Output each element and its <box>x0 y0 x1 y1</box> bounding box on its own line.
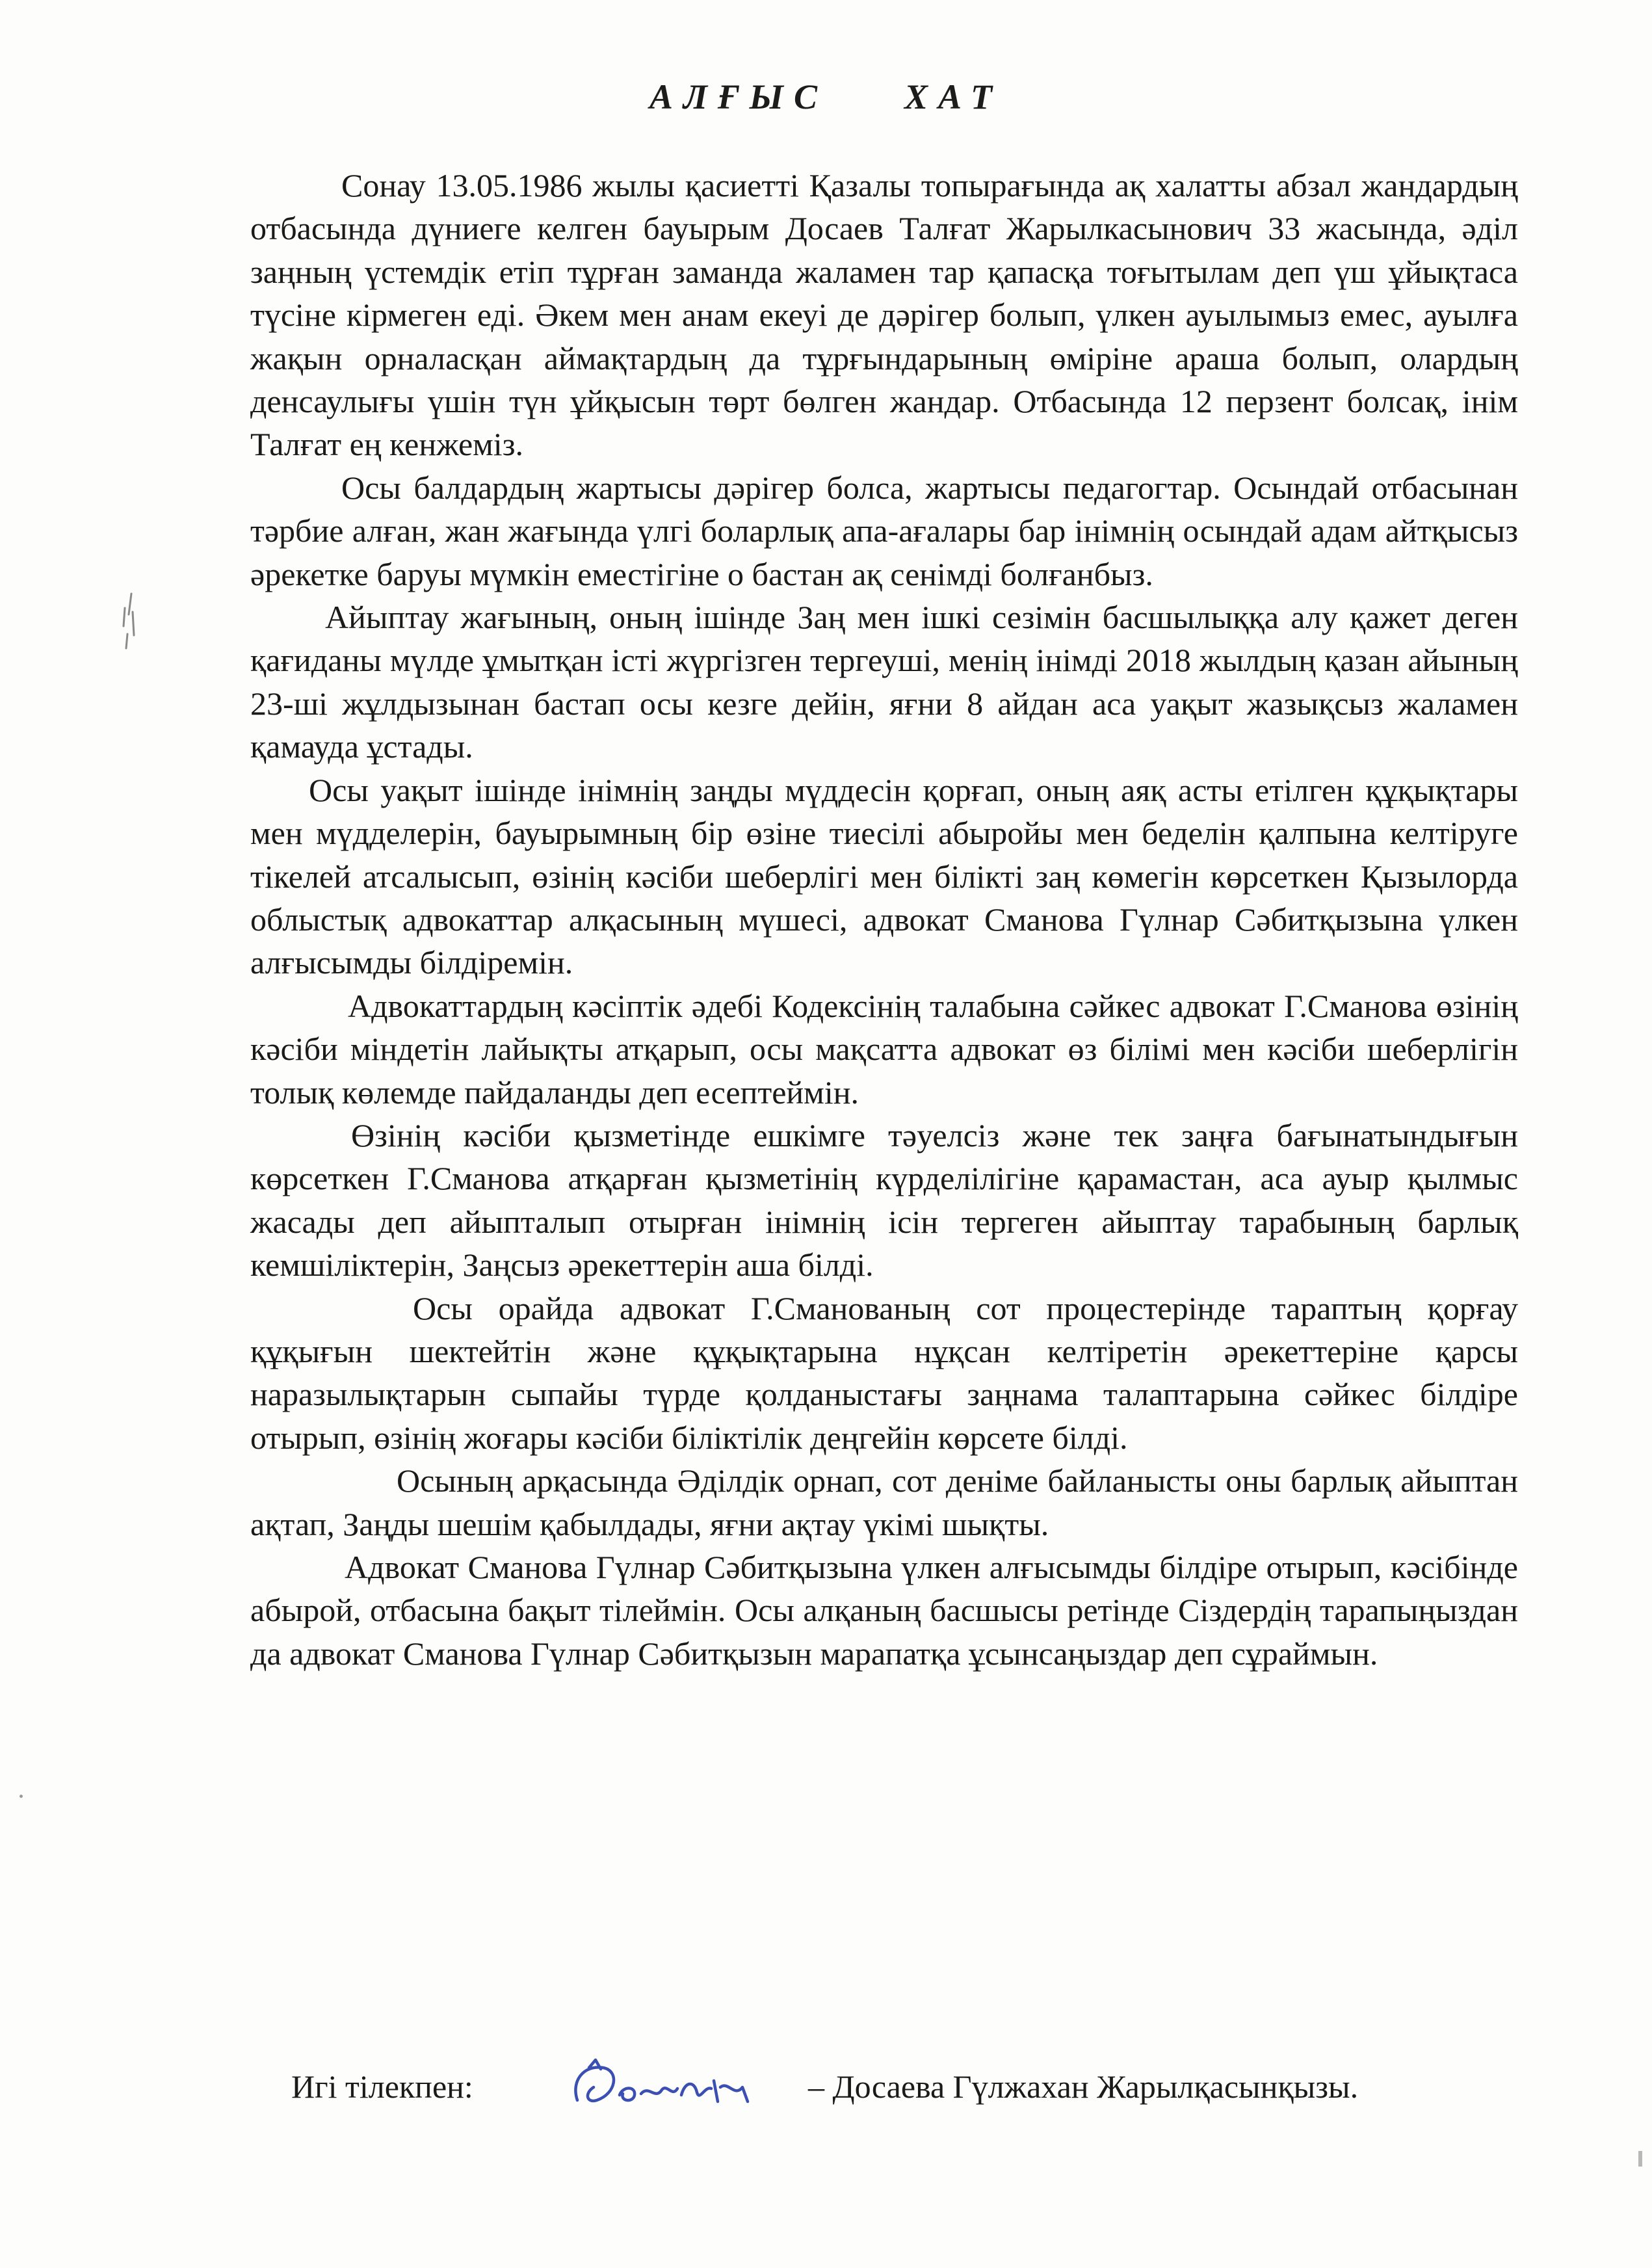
signer-name: – Досаева Гүлжахан Жарылқасынқызы. <box>808 2068 1359 2105</box>
paragraph-7: Осы орайда адвокат Г.Сманованың сот процестерінде тараптың қорғау құқығын шектейтін және құқықтарына нұқсан келтіретін әрекеттеріне қарсы наразылықтарын сыпайы түрде қолданыстағы заңнама талаптарына сәйкес білдіре отырып, өзінің жоғары кәсіби біліктілік деңгейін көрсете білді. <box>250 1289 1518 1456</box>
paragraph-2: Осы балдардың жартысы дәрігер болса, жартысы педагогтар. Осындай отбасынан тәрбие алған, жан жағында үлгі боларлық апа-ағалары бар інімнің осындай адам айтқысыз әрекетке баруы мүмкін еместігіне о бастан ақ сенімді болғанбыз. <box>250 469 1518 592</box>
paragraph-5: Адвокаттардың кәсіптік әдебі Кодексінің талабына сәйкес адвокат Г.Сманова өзінің кәсіби міндетін лайықты атқарып, осы мақсатта адвокат өз білімі мен кәсіби шеберлігін толық көлемде пайдаланды деп есептеймін. <box>250 987 1518 1111</box>
letter-title: АЛҒЫС ХАТ <box>649 77 1003 116</box>
paragraph-6: Өзінің кәсіби қызметінде ешкімге тәуелсіз және тек заңға бағынатындығын көрсеткен Г.Сманова атқарған қызметінің күрделілігіне қарамастан, аса ауыр қылмыс жасады деп айыпталып отырған інімнің ісін тергеген айыптау тарабының барлық кемшіліктерін, Заңсыз әрекеттерін аша білді. <box>250 1116 1518 1284</box>
scan-edge-mark <box>1638 2151 1642 2167</box>
scan-dot <box>20 1795 23 1798</box>
letter-body <box>250 164 1518 1675</box>
paragraph-8: Осының арқасында Әділдік орнап, сот деніме байланысты оны барлық айыптан ақтап, Заңды шешім қабылдады, яғни ақтау үкімі шықты. <box>250 1462 1518 1542</box>
closing-prefix: Игі тілекпен: <box>291 2068 473 2105</box>
paragraph-9: Адвокат Сманова Гүлнар Сәбитқызына үлкен алғысымды білдіре отырып, кәсібінде абырой, отбасына бақыт тілеймін. Осы алқаның басшысы ретінде Сіздердің тарапыңыздан да адвокат Сманова Гүлнар Сәбитқызын марапатқа ұсынсаңыздар деп сұраймын. <box>250 1549 1518 1672</box>
scan-speck-mark <box>117 588 143 653</box>
paragraph-1: Сонау 13.05.1986 жылы қасиетті Қазалы топырағында ақ халатты абзал жандардың отбасында дүниеге келген бауырым Досаев Талғат Жарылкасынович 33 жасында, әділ заңның үстемдік етіп тұрған заманда жаламен тар қапасқа тоғытылам деп үш ұйықтаса түсіне кірмеген еді. Әкем мен анам екеуі де дәрігер болып, үлкен ауылымыз емес, ауылға жақын орналасқан аймақтардың да тұрғындарының өміріне араша болып, олардың денсаулығы үшін түн ұйқысын төрт бөлген жандар. Отбасында 12 перзент болсақ, інім Талғат ең кенжеміз. <box>250 167 1518 463</box>
paragraph-4: Осы уақыт ішінде інімнің заңды мүддесін қорғап, оның аяқ асты етілген құқықтары мен мүдделерін, бауырымның бір өзіне тиесілі абыройы мен беделін қалпына келтіруге тікелей атсалысып, өзінің кәсіби шеберлігі мен білікті заң көмегін көрсеткен Қызылорда облыстық адвокаттар алқасының мүшесі, адвокат Сманова Гүлнар Сәбитқызына үлкен алғысымды білдіремін. <box>250 771 1518 981</box>
closing-line <box>291 2055 1527 2120</box>
handwritten-signature <box>558 2055 831 2120</box>
paragraph-3: Айыптау жағының, оның ішінде Заң мен ішкі сезімін басшылыққа алу қажет деген қағиданы мүлде ұмытқан істі жүргізген тергеуші, менің інімді 2018 жылдың қазан айының 23-ші жұлдызынан бастап осы кезге дейін, яғни 8 айдан аса уақыт жазықсыз жаламен қамауда ұстады. <box>250 599 1518 765</box>
